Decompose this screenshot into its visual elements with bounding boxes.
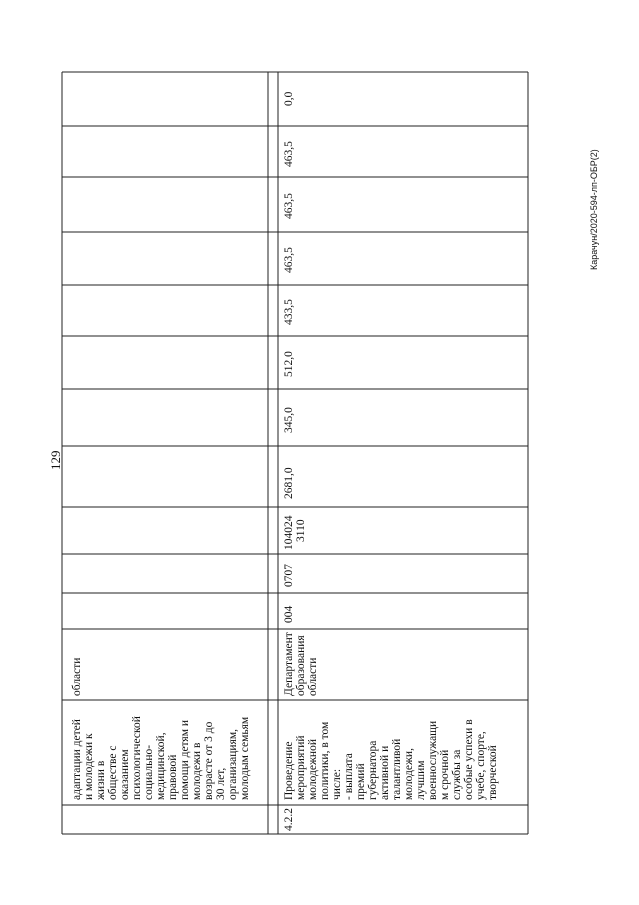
row1-executor: области [71,657,83,696]
row2-desc-line: военнослужащи [427,720,439,800]
row2-desc-line: Проведение [283,741,295,800]
row2-executor-line: области [307,657,319,696]
row1-desc-line: правовой [167,754,179,800]
row1-desc-line: организациям, [227,728,239,800]
row1-desc-line: жизни в [95,760,107,800]
row1-desc-line: медицинской, [155,732,167,800]
row2-executor-line: Департамент [283,632,295,696]
document-code: Карачун/2020-594-лп-ОБР(2) [589,149,599,270]
row1-desc-line: обществе с [107,745,119,800]
row2-desc-line: особые успехи в [463,719,475,800]
row1-desc-line: оказанием [119,749,131,800]
row2-desc-line: м срочной [439,749,451,800]
row2-desc-line: молодежной [307,739,319,800]
row1-desc-line: возрасте от 3 до [203,721,215,800]
row1-desc-line: 30 лет, [215,767,227,800]
row2-desc-line: лучшим [415,760,427,800]
row2-rz: 0707 [283,564,295,587]
row1-desc-line: психологической [131,716,143,800]
row2-desc-line: службы за [451,749,463,800]
row2-value-2026: 463,5 [283,141,295,167]
row2-num: 4.2.2 [283,808,295,831]
row1-desc-line: молодым семьям [239,716,251,800]
row2-desc-line: политики, в том [319,721,331,800]
row2-value-2025: 463,5 [283,193,295,219]
row1-value-last: 0,0 [283,91,295,106]
row1-desc-line: молодежи в [191,742,203,800]
row2-desc-line: премий [355,763,367,800]
row2-grbs: 004 [283,605,295,623]
row2-executor-line: образования [295,635,307,696]
row2-csr-line: 104024 [283,515,295,550]
row1-desc-line: социально- [143,744,155,800]
row2-desc-line: молодежи, [403,748,415,800]
row2-value-2024: 463,5 [283,247,295,273]
row2-desc-line: числе: [331,768,343,800]
row2-value-2022: 512,0 [283,351,295,377]
row2-desc-line: талантливой [391,738,403,800]
row2-value-2023: 433,5 [283,299,295,325]
row1-desc-line: адаптации детей [71,719,83,800]
page-number: 129 [48,450,63,470]
row2-value-2021: 345,0 [283,407,295,433]
row2-desc-line: губернатора [367,740,379,800]
row2-desc-line: - выплата [343,753,355,800]
row1-desc-line: и молодежи к [83,733,95,800]
row2-desc-line: активной и [379,745,391,800]
row2-desc-line: творческой [487,745,499,800]
row2-csr-line: 3110 [295,519,307,542]
row2-desc-line: мероприятий [295,735,307,800]
row1-desc-line: помощи детям и [179,719,191,800]
row2-value-2020: 2681,0 [283,467,295,499]
row2-desc-line: учебе, спорте, [475,731,487,800]
